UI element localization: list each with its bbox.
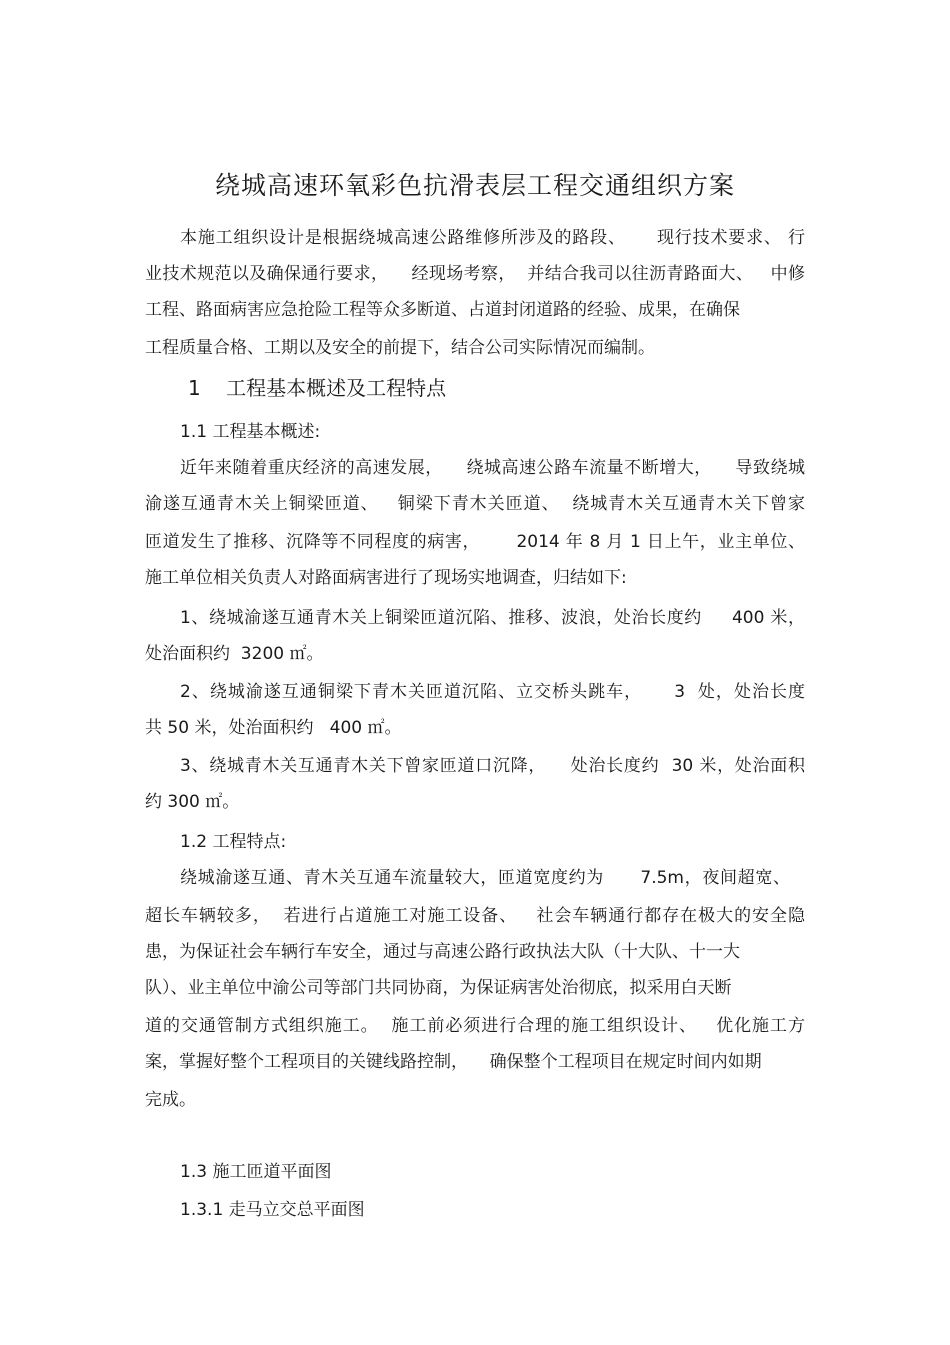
features-line-5: 道的交通管制方式组织施工。 施工前必须进行合理的施工组织设计、 优化施工方 [145,1016,805,1036]
overview-line-1: 近年来随着重庆经济的高速发展， 绕城高速公路车流量不断增大， 导致绕城 [180,458,805,478]
features-line-7: 完成。 [145,1090,196,1110]
section-1-1-heading: 1.1 工程基本概述: [180,422,321,442]
features-line-2: 超长车辆较多， 若进行占道施工对施工设备、 社会车辆通行都存在极大的安全隐 [145,906,805,926]
item-3-line-2: 约 300 ㎡。 [145,792,240,812]
features-line-1: 绕城渝遂互通、青木关互通车流量较大，匝道宽度约为 7.5m，夜间超宽、 [180,868,790,888]
section-1-3-heading: 1.3 施工匝道平面图 [180,1162,332,1182]
item-2-line-2: 共 50 米，处治面积约 400 ㎡。 [145,718,402,738]
features-line-4: 队）、业主单位中渝公司等部门共同协商，为保证病害处治彻底，拟采用白天断 [145,978,732,998]
overview-line-4: 施工单位相关负责人对路面病害进行了现场实地调查，归结如下: [145,568,627,588]
overview-line-3: 匝道发生了推移、沉降等不同程度的病害， 2014 年 8 月 1 日上午，业主单位、 [145,532,805,552]
item-1-line-2: 处治面积约 3200 ㎡。 [145,644,324,664]
intro-line-2: 业技术规范以及确保通行要求， 经现场考察， 并结合我司以往沥青路面大、 中修 [145,264,805,284]
document-title: 绕城高速环氧彩色抗滑表层工程交通组织方案 [214,171,735,200]
item-1-line-1: 1、绕城渝遂互通青木关上铜梁匝道沉陷、推移、波浪，处治长度约 400 米， [180,608,805,628]
overview-line-2: 渝遂互通青木关上铜梁匝道、 铜梁下青木关匝道、 绕城青木关互通青木关下曾家 [145,494,805,514]
section-1-3-1-heading: 1.3.1 走马立交总平面图 [180,1200,365,1220]
features-line-3: 患，为保证社会车辆行车安全，通过与高速公路行政执法大队（十大队、十一大 [145,942,740,962]
intro-line-3: 工程、路面病害应急抢险工程等众多断道、占道封闭道路的经验、成果，在确保 [145,300,740,320]
item-3-line-1: 3、绕城青木关互通青木关下曾家匝道口沉降， 处治长度约 30 米，处治面积 [180,756,805,776]
section-1-heading: 1 工程基本概述及工程特点 [188,376,447,400]
intro-line-4: 工程质量合格、工期以及安全的前提下，结合公司实际情况而编制。 [145,338,655,358]
intro-line-1: 本施工组织设计是根据绕城高速公路维修所涉及的路段、 现行技术要求、 行 [180,228,805,248]
item-2-line-1: 2、绕城渝遂互通铜梁下青木关匝道沉陷、立交桥头跳车， 3 处，处治长度 [180,682,805,702]
features-line-6: 案，掌握好整个工程项目的关键线路控制， 确保整个工程项目在规定时间内如期 [145,1052,762,1072]
section-1-2-heading: 1.2 工程特点: [180,832,287,852]
